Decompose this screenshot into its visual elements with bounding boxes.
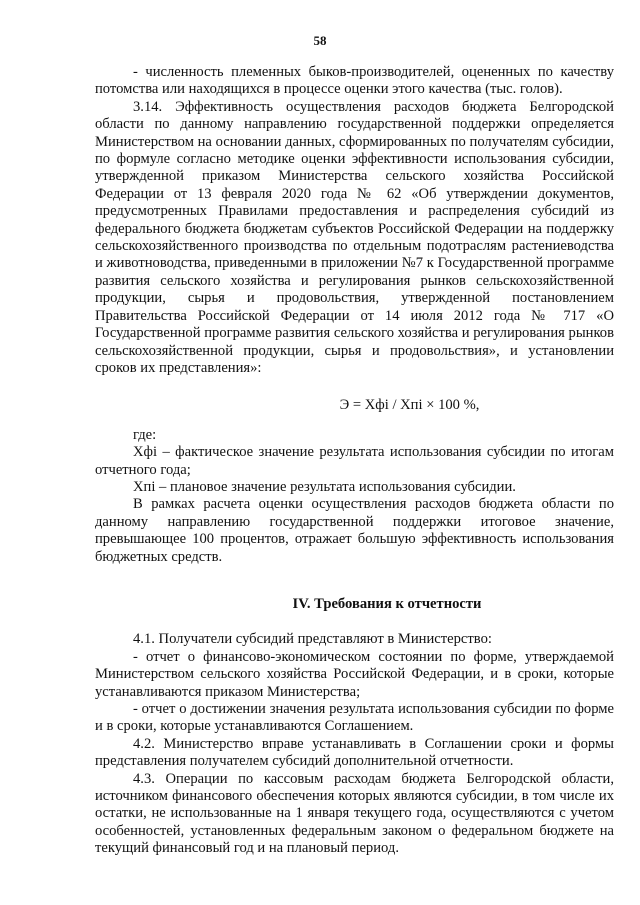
paragraph-4-1: 4.1. Получатели субсидий представляют в Министерство: — [133, 631, 492, 648]
section-heading: IV. Требования к отчетности — [292, 595, 482, 612]
document-body — [95, 64, 614, 858]
paragraph-bulls-count: - численность племенных быков-производителей, оцененных по качеству потомства или находящихся в процессе оценки этого качества (тыс. голов). — [95, 64, 614, 98]
page-number: 58 — [313, 33, 327, 48]
definition-xfi: Xфi – фактическое значение результата использования субсидии по итогам отчетного года; — [95, 444, 614, 478]
efficiency-formula: Э = Xфi / Xпi × 100 %, — [339, 397, 480, 414]
paragraph-report-financial: - отчет о финансово-экономическом состоянии по форме, утверждаемой Министерством сельского хозяйства Российской Федерации, и в сроки, которые устанавливаются приказом Министерства; — [95, 648, 614, 700]
paragraph-report-result: - отчет о достижении значения результата использования субсидии по форме и в сроки, которые устанавливаются Соглашением. — [95, 701, 614, 735]
paragraph-conclusion: В рамках расчета оценки осуществления расходов бюджета области по данному направлению государственной поддержки итоговое значение, превышающее 100 процентов, отражает большую эффективность использования бюджетных средств. — [95, 496, 614, 565]
definition-xpi: Xпi – плановое значение результата использования субсидии. — [133, 478, 516, 495]
formula-where-label: где: — [133, 426, 157, 443]
paragraph-3-14: 3.14. Эффективность осуществления расходов бюджета Белгородской области по данному направлению государственной поддержки определяется Министерством на основании данных, сформированных по получателям субсидии, по формуле согласно методике оценки эффективности использования субсидии, утвержденной приказом Министерства сельского хозяйства Российской Федерации от 13 февраля 2020 года № 62 «Об утверждении документов, предусмотренных Правилами предоставления и распределения субсидий из федерального бюджета бюджетам субъектов Российской Федерации на поддержку сельскохозяйственного производства по отдельным подотраслям растениеводства и животноводства, приведенными в приложении №7 к Государственной программе развития сельского хозяйства и регулирования рынков сельскохозяйственной продукции, сырья и продовольствия, утвержденной постановлением Правительства Российской Федерации от 14 июля 2012 года № 717 «О Государственной программе развития сельского хозяйства и регулирования рынков сельскохозяйственной продукции, сырья и продовольствия», и установлении сроков их представления»: — [95, 98, 614, 376]
paragraph-4-3: 4.3. Операции по кассовым расходам бюджета Белгородской области, источником финансового обеспечения которых являются субсидии, в том числе их остатки, не использованные на 1 января текущего года, осуществляются с учетом особенностей, установленных федеральным законом о федеральном бюджете на текущий финансовый год и на плановый период. — [95, 770, 614, 857]
paragraph-4-2: 4.2. Министерство вправе устанавливать в Соглашении сроки и формы представления получателем субсидий дополнительной отчетности. — [95, 735, 614, 770]
